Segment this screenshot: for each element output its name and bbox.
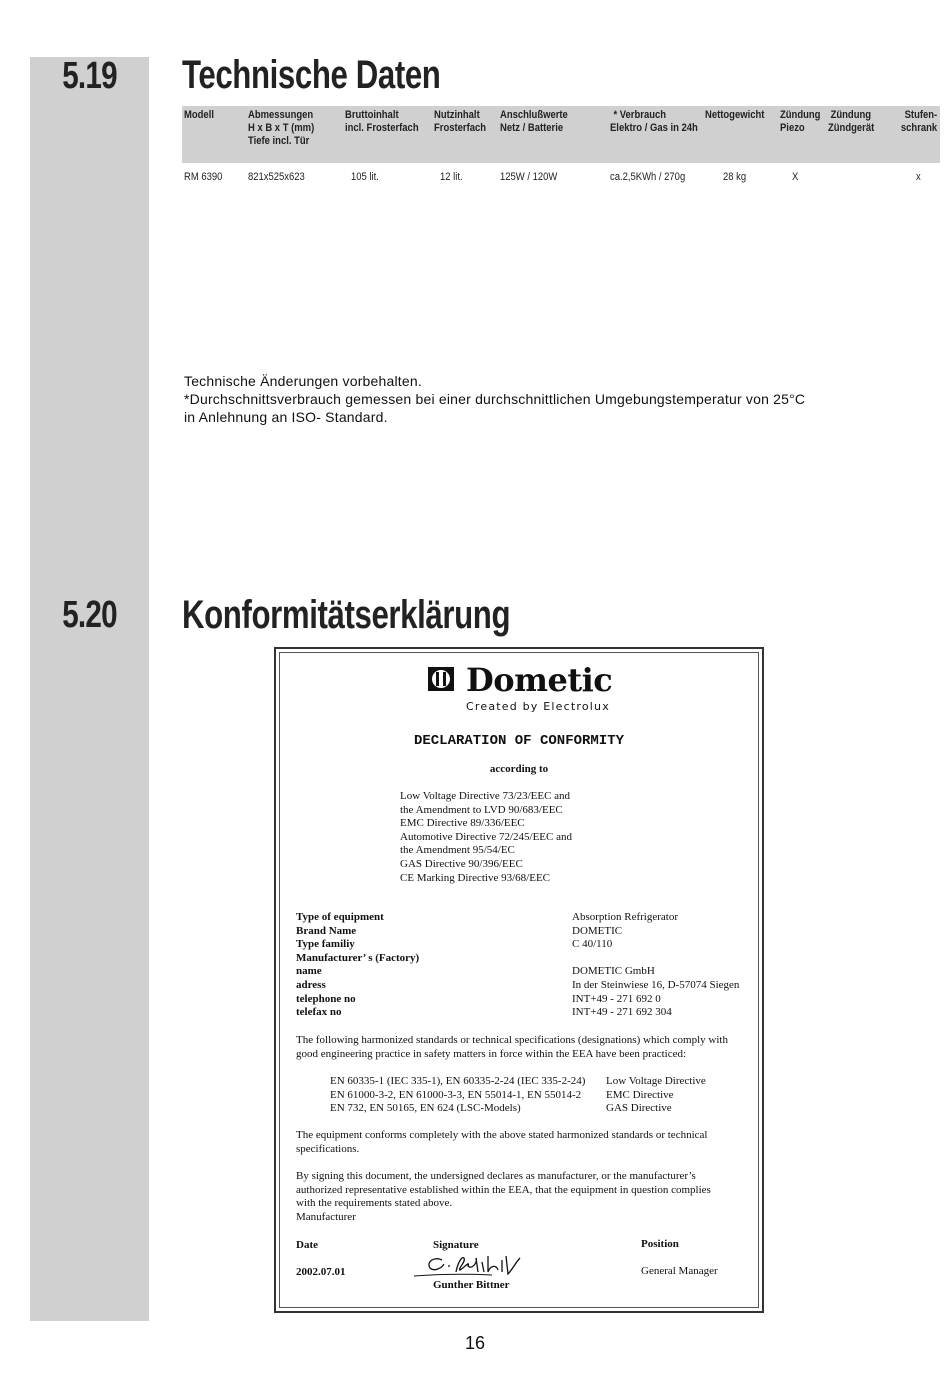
dometic-logo <box>428 661 613 713</box>
col-anschlusswerte: Anschlußwerte Netz / Batterie <box>500 109 568 134</box>
according-to-label: according to <box>489 763 549 775</box>
directive-item: the Amendment to LVD 90/683/EEC <box>400 803 563 816</box>
position-label: Position <box>641 1238 679 1250</box>
equipment-field-labels: Type of equipment Brand Name Type familiy Manufacturer’ s (Factory) name adress telephone no telefax no <box>296 911 420 1019</box>
signer-position: General Manager <box>641 1265 718 1277</box>
section-number-5-20: 5.20 <box>62 594 117 636</box>
cell-bruttoinhalt: 105 lit. <box>351 171 379 183</box>
page-number: 16 <box>464 1333 486 1353</box>
cell-nutzinhalt: 12 lit. <box>440 171 463 183</box>
standards-directives: Low Voltage Directive EMC Directive GAS Directive <box>606 1075 706 1115</box>
signing-paragraph: By signing this document, the undersigned declares as manufacturer, or the manufacturer’s authorized representative established within the EEA, that the equipment in question complies with the requirements stated above. Manufacturer <box>296 1170 711 1223</box>
equipment-field-values: Absorption Refrigerator DOMETIC C 40/110 DOMETIC GmbH In der Steinwiese 16, D-57074 Siegen INT+49 - 271 692 0 INT+49 - 271 692 304 <box>572 911 740 1019</box>
col-stufenschrank: Stufen- schrank <box>900 109 937 134</box>
col-bruttoinhalt: Bruttoinhalt incl. Frosterfach <box>345 109 419 134</box>
directive-item: Automotive Directive 72/245/EEC and <box>400 830 572 843</box>
directive-item: EMC Directive 89/336/EEC <box>400 817 525 830</box>
cell-abmessungen: 821x525x623 <box>248 171 305 183</box>
harmonized-standards-paragraph: The following harmonized standards or technical specifications (designations) which comply with good engineering practice in safety matters in force within the EEA have been practiced: <box>296 1034 728 1060</box>
col-verbrauch: * Verbrauch Elektro / Gas in 24h <box>610 109 698 134</box>
cell-modell: RM 6390 <box>184 171 223 183</box>
spec-table-header <box>182 106 940 163</box>
note-line: Technische Änderungen vorbehalten. <box>184 373 422 389</box>
cell-nettogewicht: 28 kg <box>723 171 747 183</box>
cell-verbrauch: ca.2,5KWh / 270g <box>610 171 686 183</box>
col-zuendung-zuendgeraet: Zündung Zündgerät <box>828 109 875 134</box>
technical-notes <box>184 372 805 426</box>
note-line: *Durchschnittsverbrauch gemessen bei einer durchschnittlichen Umgebungstemperatur von 25°C <box>184 391 806 407</box>
section-number-5-19: 5.19 <box>62 55 117 97</box>
directives-list <box>400 790 572 885</box>
col-nutzinhalt: Nutzinhalt Frosterfach <box>434 109 487 134</box>
col-nettogewicht: Nettogewicht <box>705 109 765 121</box>
sidebar-band <box>30 57 149 1321</box>
signer-name: Gunther Bittner <box>433 1279 510 1291</box>
standards-list: EN 60335-1 (IEC 335-1), EN 60335-2-24 (IEC 335-2-24) EN 61000-3-2, EN 61000-3-3, EN 55014-1, EN 55014-2 EN 732, EN 50165, EN 624 (LSC-Models) <box>330 1075 586 1115</box>
directive-item: GAS Directive 90/396/EEC <box>400 857 523 870</box>
cell-stufenschrank: x <box>916 171 921 183</box>
signature-label: Signature <box>433 1239 479 1251</box>
dometic-logo-icon <box>428 667 454 691</box>
col-abmessungen: Abmessungen H x B x T (mm) Tiefe incl. Tür <box>248 109 315 147</box>
directive-item: CE Marking Directive 93/68/EEC <box>400 871 550 884</box>
handwritten-signature <box>412 1252 522 1282</box>
directive-item: Low Voltage Directive 73/23/EEC and <box>400 790 571 802</box>
logo-tagline: Created by Electrolux <box>466 700 610 713</box>
signing-date: 2002.07.01 <box>296 1266 346 1278</box>
conformity-paragraph: The equipment conforms completely with the above stated harmonized standards or technical specifications. <box>296 1129 708 1155</box>
directive-item: the Amendment 95/54/EC <box>400 844 515 857</box>
declaration-title: DECLARATION OF CONFORMITY <box>413 733 625 749</box>
declaration-of-conformity-document <box>274 647 764 1313</box>
cell-anschlusswerte: 125W / 120W <box>500 171 558 183</box>
note-line: in Anlehnung an ISO- Standard. <box>184 409 388 425</box>
col-modell: Modell <box>184 109 214 121</box>
cell-zuendung-piezo: X <box>792 171 799 183</box>
date-label: Date <box>296 1239 318 1251</box>
section-title-technische-daten: Technische Daten <box>182 53 441 97</box>
logo-wordmark: Dometic <box>466 661 613 699</box>
section-title-konformitaetserklaerung: Konformitätserklärung <box>182 593 511 637</box>
col-zuendung-piezo: Zündung Piezo <box>780 109 821 134</box>
